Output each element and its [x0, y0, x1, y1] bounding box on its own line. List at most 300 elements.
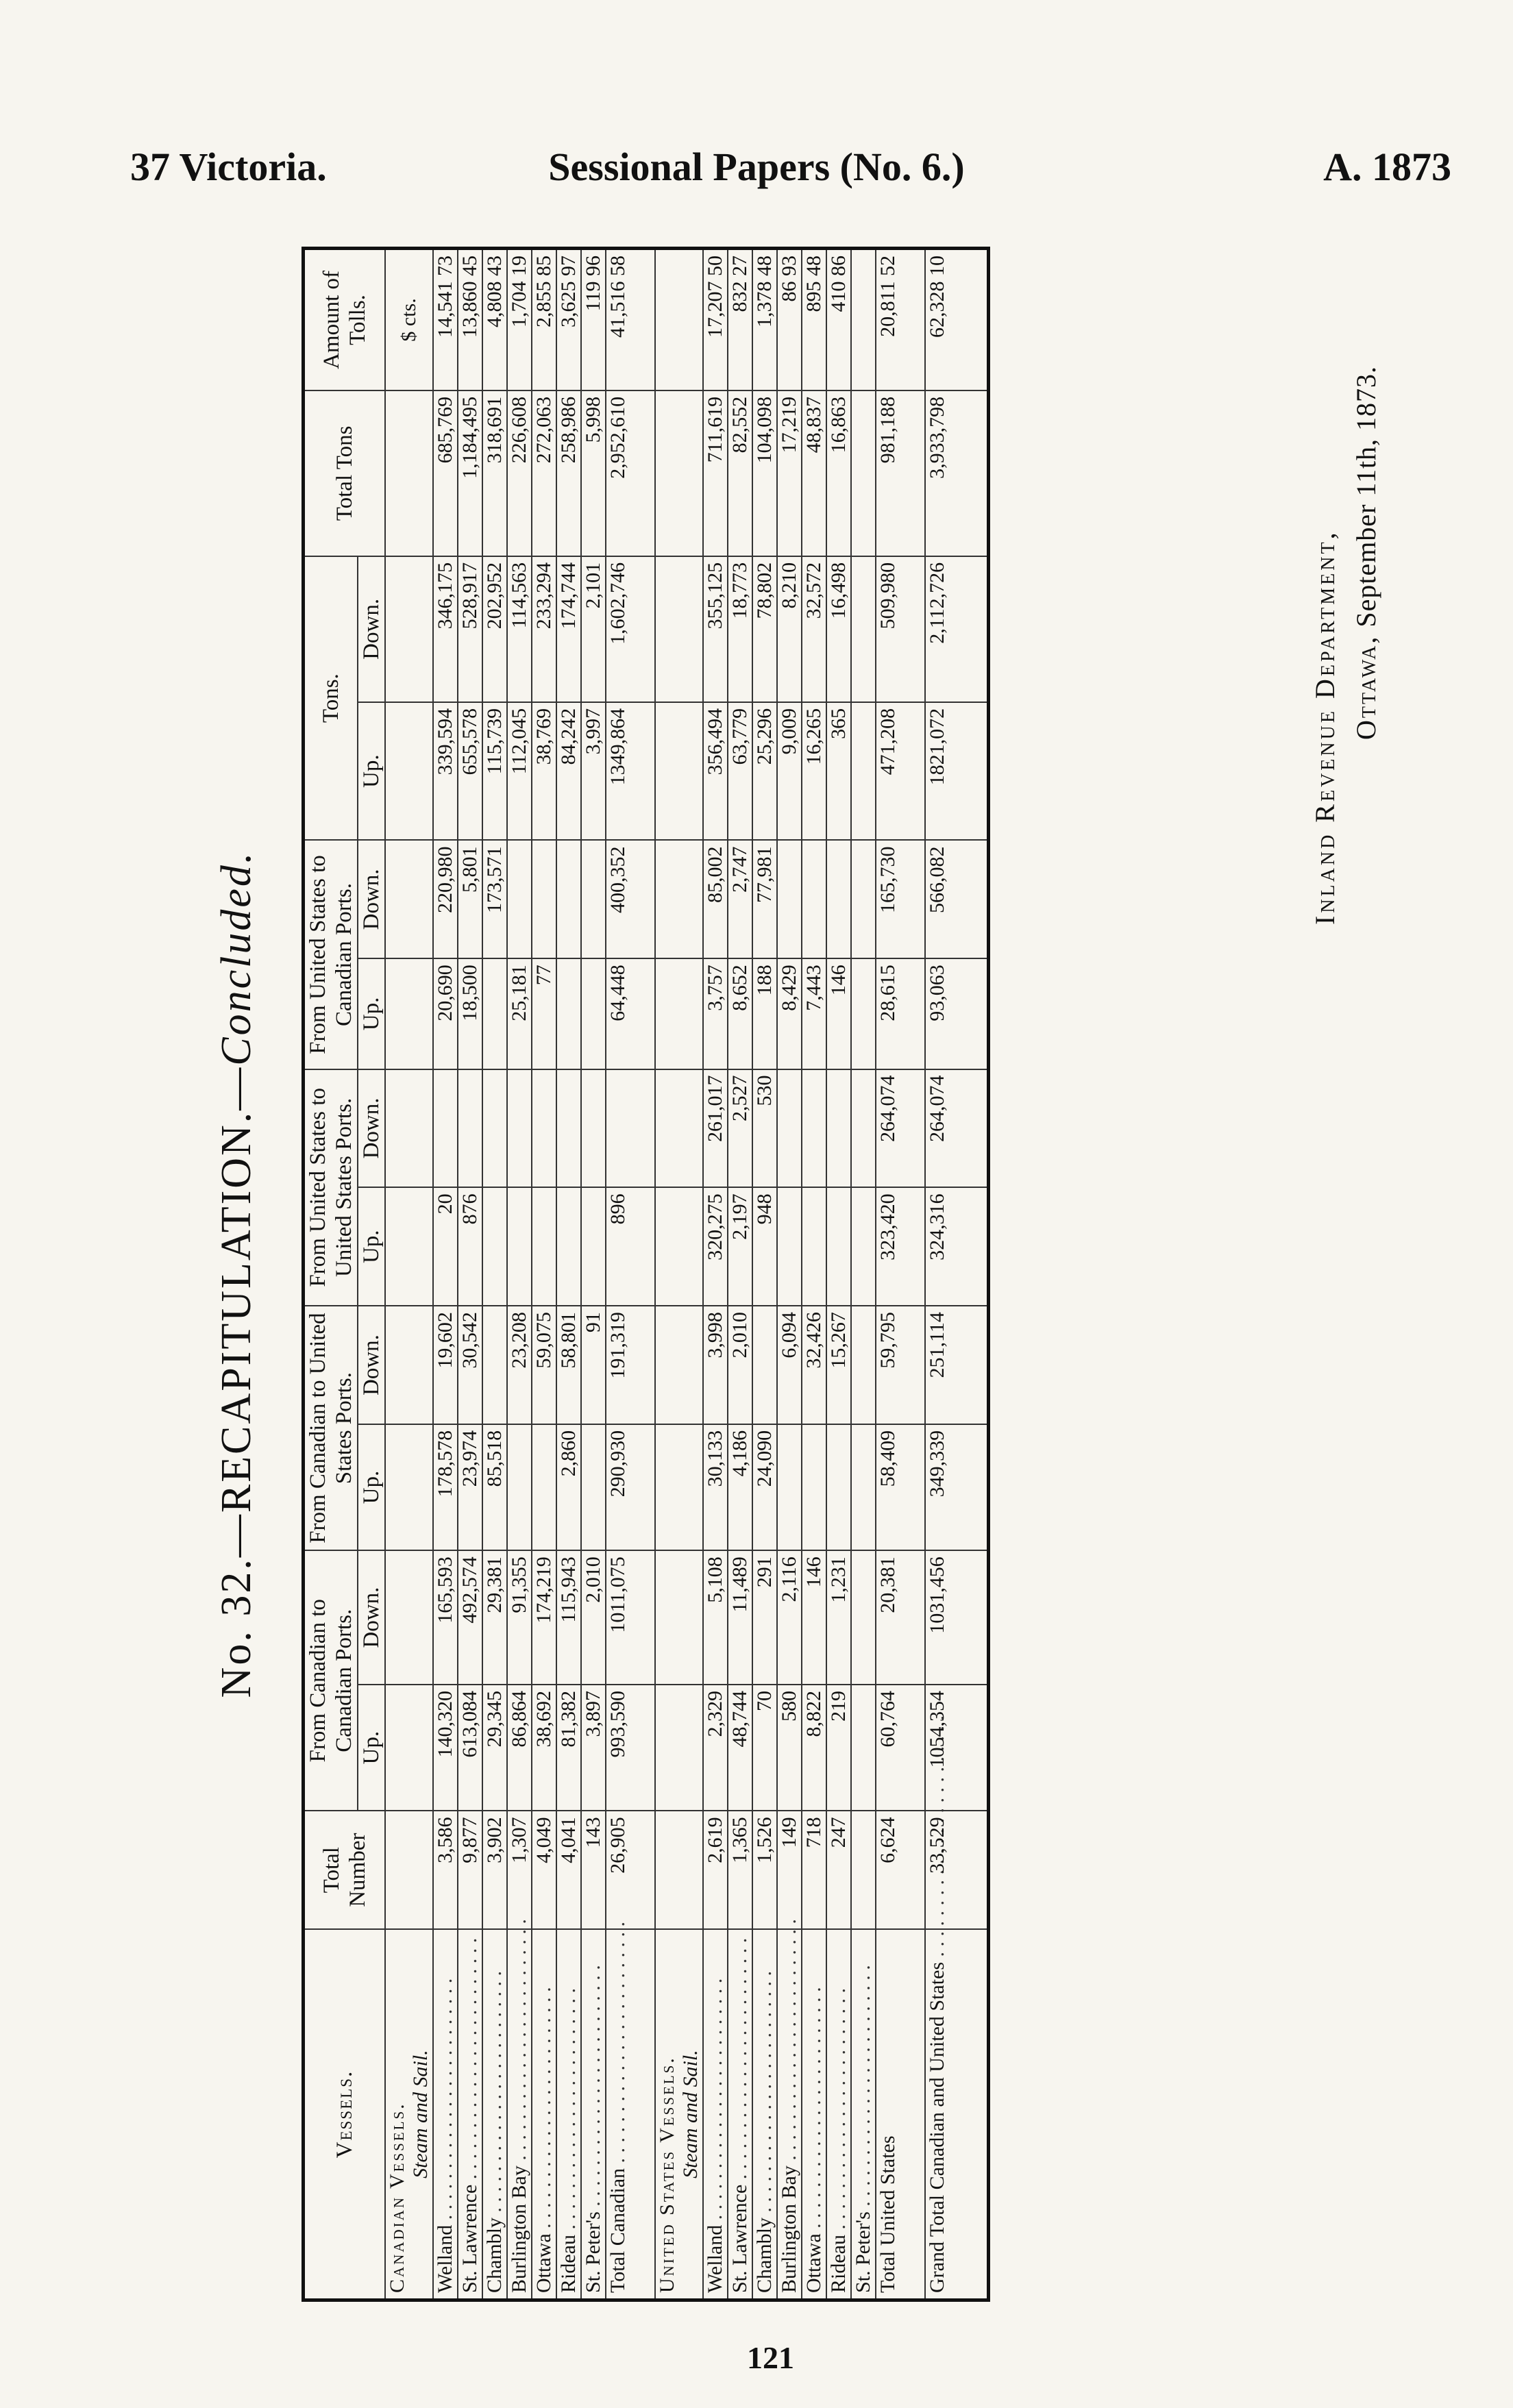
cell-uu-up — [802, 1187, 826, 1306]
cell-total-tons: 981,188 — [876, 390, 925, 556]
cell-uc-up — [581, 958, 606, 1069]
cell-uc-up: 93,063 — [925, 958, 988, 1069]
col-total-number: Total Number — [304, 1811, 386, 1929]
cell-uu-up: 2,197 — [728, 1187, 752, 1306]
cell-t-down: 114,563 — [507, 556, 532, 702]
cell-cu-down: 59,795 — [876, 1306, 925, 1424]
cell-cu-down: 23,208 — [507, 1306, 532, 1424]
cell-cc-down: 20,381 — [876, 1550, 925, 1685]
cell-t-down: 1,602,746 — [606, 556, 655, 702]
cell-total-tons: 226,608 — [507, 390, 532, 556]
canadian-heading-cell — [385, 1929, 433, 2300]
cell-total: 2,619 — [703, 1811, 728, 1929]
cell-uu-down — [581, 1069, 606, 1188]
cell-cc-down: 91,355 — [507, 1550, 532, 1685]
cell-t-down: 16,498 — [826, 556, 851, 702]
cell-cu-down: 3,998 — [703, 1306, 728, 1424]
cell-cu-up: 2,860 — [556, 1424, 581, 1550]
cell-cu-up — [581, 1424, 606, 1550]
cell-uc-down: 2,747 — [728, 841, 752, 959]
cell-cu-up: 349,339 — [925, 1424, 988, 1550]
vessel-name-cell — [532, 1929, 556, 2300]
vessel-name: Welland . . . — [704, 1978, 726, 2293]
vessel-name: St. Peter's . . . — [852, 1965, 874, 2293]
col-can-to-us: From Canadian to United States Ports. — [304, 1306, 358, 1550]
vessel-name: St. Peter's . . . — [582, 1965, 604, 2293]
cell-uu-down — [802, 1069, 826, 1188]
cell-cu-up: 23,974 — [458, 1424, 482, 1550]
cell-amount: 17,207 50 — [703, 249, 728, 390]
vessel-name: Burlington Bay . . . — [778, 1919, 800, 2293]
cell-uc-up: 64,448 — [606, 958, 655, 1069]
cell-cu-up — [777, 1424, 802, 1550]
col-us-to-can: From United States to Canadian Ports. — [304, 841, 358, 1069]
cell-total: 4,049 — [532, 1811, 556, 1929]
cell-uu-up: 324,316 — [925, 1187, 988, 1306]
cell-cc-up: 140,320 — [433, 1685, 458, 1811]
cell-t-down — [851, 556, 876, 702]
cell-uu-down: 261,017 — [703, 1069, 728, 1188]
cell-total: 149 — [777, 1811, 802, 1929]
cell-cc-down: 146 — [802, 1550, 826, 1685]
units-dollars-cents: $ cts. — [385, 249, 433, 390]
cell-t-down: 18,773 — [728, 556, 752, 702]
cell-uu-down: 264,074 — [925, 1069, 988, 1188]
cell-cu-up — [532, 1424, 556, 1550]
col-uu-down: Down. — [358, 1069, 385, 1188]
cell-uc-down: 5,801 — [458, 841, 482, 959]
cell-amount: 895 48 — [802, 249, 826, 390]
cell-uc-down: 165,730 — [876, 841, 925, 959]
cell-amount: 13,860 45 — [458, 249, 482, 390]
cell-total: 718 — [802, 1811, 826, 1929]
cell-uc-down: 566,082 — [925, 841, 988, 959]
cell-cc-up: 2,329 — [703, 1685, 728, 1811]
table-row — [752, 249, 777, 2300]
canadian-vessels-heading: Canadian Vessels. — [386, 2102, 408, 2293]
vessel-name: St. Lawrence . . . — [458, 1938, 481, 2293]
vessel-name-cell — [728, 1929, 752, 2300]
vessel-name-cell — [581, 1929, 606, 2300]
cell-cc-up: 38,692 — [532, 1685, 556, 1811]
cell-t-down: 8,210 — [777, 556, 802, 702]
cell-uc-up: 146 — [826, 958, 851, 1069]
cell-total-tons: 258,986 — [556, 390, 581, 556]
cell-t-up: 84,242 — [556, 702, 581, 841]
col-uu-up: Up. — [358, 1187, 385, 1306]
table-row — [556, 249, 581, 2300]
cell-amount: 1,704 19 — [507, 249, 532, 390]
total-canadian-row — [606, 249, 655, 2300]
cell-cc-up — [851, 1685, 876, 1811]
cell-cc-up: 580 — [777, 1685, 802, 1811]
cell-total — [851, 1811, 876, 1929]
vessel-name-cell — [482, 1929, 507, 2300]
vessel-name-cell — [802, 1929, 826, 2300]
cell-cc-down: 2,010 — [581, 1550, 606, 1685]
footer-city: Ottawa, — [1351, 634, 1381, 740]
table-row — [826, 249, 851, 2300]
cell-cu-down: 59,075 — [532, 1306, 556, 1424]
table-row — [777, 249, 802, 2300]
us-vessels-heading: United States Vessels. — [656, 2056, 678, 2293]
cell-total: 6,624 — [876, 1811, 925, 1929]
cell-uu-up — [556, 1187, 581, 1306]
vessel-name-cell — [826, 1929, 851, 2300]
cell-total-tons: 272,063 — [532, 390, 556, 556]
footer-date-line — [1350, 366, 1382, 740]
cell-total: 1,307 — [507, 1811, 532, 1929]
col-uc-down: Down. — [358, 841, 385, 959]
cell-t-up — [851, 702, 876, 841]
cell-total-tons: 48,837 — [802, 390, 826, 556]
table-row — [482, 249, 507, 2300]
cell-total-tons: 5,998 — [581, 390, 606, 556]
cell-cc-down: 1,231 — [826, 1550, 851, 1685]
cell-t-up: 655,578 — [458, 702, 482, 841]
header-year: A. 1873 — [1323, 145, 1451, 189]
vessel-name-cell — [606, 1929, 655, 2300]
cell-cc-down: 165,593 — [433, 1550, 458, 1685]
cell-uu-up: 876 — [458, 1187, 482, 1306]
cell-cc-up: 993,590 — [606, 1685, 655, 1811]
recapitulation-table — [302, 247, 990, 2302]
header-session: 37 Victoria. — [130, 145, 327, 189]
cell-total: 33,529 — [925, 1811, 988, 1929]
cell-t-down: 528,917 — [458, 556, 482, 702]
cell-cc-up: 219 — [826, 1685, 851, 1811]
cell-t-down: 509,980 — [876, 556, 925, 702]
table-row — [581, 249, 606, 2300]
cell-uc-down — [802, 841, 826, 959]
cell-amount: 41,516 58 — [606, 249, 655, 390]
cell-uc-up: 18,500 — [458, 958, 482, 1069]
table-row — [728, 249, 752, 2300]
cell-cc-up: 60,764 — [876, 1685, 925, 1811]
cell-uc-up: 77 — [532, 958, 556, 1069]
cell-cc-up: 8,822 — [802, 1685, 826, 1811]
cell-uc-down: 400,352 — [606, 841, 655, 959]
cell-amount: 62,328 10 — [925, 249, 988, 390]
cell-total-tons: 17,219 — [777, 390, 802, 556]
vessel-name: Welland . . . — [434, 1978, 456, 2293]
cell-cu-down: 32,426 — [802, 1306, 826, 1424]
vessel-name-cell — [458, 1929, 482, 2300]
vessel-name-cell — [556, 1929, 581, 2300]
cell-t-up: 115,739 — [482, 702, 507, 841]
table-row — [851, 249, 876, 2300]
cell-t-up: 16,265 — [802, 702, 826, 841]
cell-uc-up — [482, 958, 507, 1069]
cell-t-up: 112,045 — [507, 702, 532, 841]
cell-uu-up: 323,420 — [876, 1187, 925, 1306]
col-cu-up: Up. — [358, 1424, 385, 1550]
cell-total: 26,905 — [606, 1811, 655, 1929]
cell-total: 3,586 — [433, 1811, 458, 1929]
vessel-name-cell — [433, 1929, 458, 2300]
cell-amount: 410 86 — [826, 249, 851, 390]
cell-uu-up — [826, 1187, 851, 1306]
cell-t-down: 233,294 — [532, 556, 556, 702]
cell-cc-down: 174,219 — [532, 1550, 556, 1685]
vessel-name: Total Canadian . . . — [606, 1922, 629, 2293]
vessel-name: Ottawa . . . — [802, 1987, 825, 2293]
cell-cc-down: 11,489 — [728, 1550, 752, 1685]
cell-cc-up: 86,864 — [507, 1685, 532, 1811]
cell-cu-up: 290,930 — [606, 1424, 655, 1550]
col-tons-up: Up. — [358, 702, 385, 841]
cell-t-down: 2,101 — [581, 556, 606, 702]
cell-cu-down: 15,267 — [826, 1306, 851, 1424]
cell-cu-down: 251,114 — [925, 1306, 988, 1424]
page-number: 121 — [747, 2340, 794, 2375]
cell-cu-down: 91 — [581, 1306, 606, 1424]
cell-cu-down — [482, 1306, 507, 1424]
cell-total: 1,526 — [752, 1811, 777, 1929]
col-cu-down: Down. — [358, 1306, 385, 1424]
footer-date: September 11th, 1873. — [1351, 365, 1381, 628]
cell-uu-down: 2,527 — [728, 1069, 752, 1188]
cell-cc-down: 115,943 — [556, 1550, 581, 1685]
cell-amount: 4,808 43 — [482, 249, 507, 390]
cell-t-up: 38,769 — [532, 702, 556, 841]
cell-amount: 832 27 — [728, 249, 752, 390]
col-cc-down: Down. — [358, 1550, 385, 1685]
cell-total-tons: 3,933,798 — [925, 390, 988, 556]
vessel-name: Ottawa . . . — [532, 1987, 555, 2293]
cell-cu-up: 4,186 — [728, 1424, 752, 1550]
cell-cc-down: 29,381 — [482, 1550, 507, 1685]
cell-uc-up — [556, 958, 581, 1069]
cell-total: 3,902 — [482, 1811, 507, 1929]
cell-total-tons: 318,691 — [482, 390, 507, 556]
cell-uc-down — [777, 841, 802, 959]
col-cc-up: Up. — [358, 1685, 385, 1811]
cell-cc-down: 1011,075 — [606, 1550, 655, 1685]
table-row — [433, 249, 458, 2300]
cell-uu-down — [851, 1069, 876, 1188]
vessel-name-cell — [777, 1929, 802, 2300]
cell-cc-down: 5,108 — [703, 1550, 728, 1685]
cell-t-down: 32,572 — [802, 556, 826, 702]
cell-uc-up: 3,757 — [703, 958, 728, 1069]
vessel-name: Burlington Bay . . . — [508, 1919, 530, 2293]
cell-cu-up: 30,133 — [703, 1424, 728, 1550]
cell-cu-up: 58,409 — [876, 1424, 925, 1550]
us-heading-cell — [655, 1929, 703, 2300]
col-amount-tolls: Amount of Tolls. — [304, 249, 386, 390]
cell-amount: 86 93 — [777, 249, 802, 390]
table-title-concluded: Concluded. — [213, 850, 260, 1066]
cell-cu-down — [752, 1306, 777, 1424]
cell-t-up: 1349,864 — [606, 702, 655, 841]
cell-t-down: 355,125 — [703, 556, 728, 702]
cell-t-down: 2,112,726 — [925, 556, 988, 702]
cell-amount: 2,855 85 — [532, 249, 556, 390]
vessel-name-cell — [507, 1929, 532, 2300]
cell-cu-down: 19,602 — [433, 1306, 458, 1424]
cell-uc-down — [507, 841, 532, 959]
cell-cu-down: 191,319 — [606, 1306, 655, 1424]
cell-cu-up: 85,518 — [482, 1424, 507, 1550]
cell-uu-down — [777, 1069, 802, 1188]
vessel-name: Rideau . . . — [557, 1988, 580, 2293]
footer-department: Inland Revenue Department, — [1309, 530, 1340, 925]
cell-uc-down: 85,002 — [703, 841, 728, 959]
cell-uu-up: 320,275 — [703, 1187, 728, 1306]
cell-uu-up — [581, 1187, 606, 1306]
cell-uu-down — [507, 1069, 532, 1188]
cell-uc-down — [851, 841, 876, 959]
cell-t-down: 202,952 — [482, 556, 507, 702]
cell-uc-down — [556, 841, 581, 959]
cell-total-tons: 685,769 — [433, 390, 458, 556]
table-row — [802, 249, 826, 2300]
cell-uc-down: 77,981 — [752, 841, 777, 959]
table-body — [385, 249, 988, 2300]
cell-total-tons — [851, 390, 876, 556]
cell-t-up: 356,494 — [703, 702, 728, 841]
header-title: Sessional Papers (No. 6.) — [548, 145, 965, 189]
us-steam-sail: Steam and Sail. — [679, 2050, 702, 2179]
rotated-table-region — [212, 247, 1446, 2302]
cell-uc-up: 188 — [752, 958, 777, 1069]
grand-total-row — [925, 249, 988, 2300]
cell-cc-up: 1054,354 — [925, 1685, 988, 1811]
vessel-name: Chambly . . . — [753, 1971, 776, 2293]
cell-amount: 1,378 48 — [752, 249, 777, 390]
vessel-name: St. Lawrence . . . — [728, 1938, 751, 2293]
cell-cc-down: 1031,456 — [925, 1550, 988, 1685]
cell-uu-up: 948 — [752, 1187, 777, 1306]
cell-cu-down: 58,801 — [556, 1306, 581, 1424]
cell-amount — [851, 249, 876, 390]
cell-t-up: 365 — [826, 702, 851, 841]
col-total-tons: Total Tons — [304, 390, 386, 556]
cell-uu-down: 530 — [752, 1069, 777, 1188]
cell-uc-down: 173,571 — [482, 841, 507, 959]
cell-t-up: 1821,072 — [925, 702, 988, 841]
cell-uu-up — [532, 1187, 556, 1306]
cell-t-up: 25,296 — [752, 702, 777, 841]
cell-total: 143 — [581, 1811, 606, 1929]
cell-total-tons: 104,098 — [752, 390, 777, 556]
cell-cc-up: 48,744 — [728, 1685, 752, 1811]
cell-cc-down: 2,116 — [777, 1550, 802, 1685]
cell-amount: 3,625 97 — [556, 249, 581, 390]
cell-cc-up: 613,084 — [458, 1685, 482, 1811]
cell-cc-up: 70 — [752, 1685, 777, 1811]
cell-cu-down — [851, 1306, 876, 1424]
cell-total: 247 — [826, 1811, 851, 1929]
vessel-name-cell — [851, 1929, 876, 2300]
cell-cu-up: 178,578 — [433, 1424, 458, 1550]
cell-amount: 20,811 52 — [876, 249, 925, 390]
cell-total-tons: 82,552 — [728, 390, 752, 556]
canadian-steam-sail: Steam and Sail. — [409, 2050, 432, 2179]
cell-cu-up — [802, 1424, 826, 1550]
cell-uc-up: 20,690 — [433, 958, 458, 1069]
cell-cc-down: 291 — [752, 1550, 777, 1685]
cell-total: 1,365 — [728, 1811, 752, 1929]
vessel-name-cell — [925, 1929, 988, 2300]
cell-cu-up — [851, 1424, 876, 1550]
cell-uu-down — [556, 1069, 581, 1188]
cell-uc-up: 8,652 — [728, 958, 752, 1069]
cell-uu-down — [433, 1069, 458, 1188]
cell-cc-up: 3,897 — [581, 1685, 606, 1811]
cell-cu-up — [826, 1424, 851, 1550]
col-tons: Tons. — [304, 556, 358, 841]
cell-total-tons: 2,952,610 — [606, 390, 655, 556]
cell-uu-up — [507, 1187, 532, 1306]
cell-uu-up — [482, 1187, 507, 1306]
vessel-name-cell — [876, 1929, 925, 2300]
cell-cc-up: 81,382 — [556, 1685, 581, 1811]
cell-uc-up — [851, 958, 876, 1069]
cell-uc-down — [581, 841, 606, 959]
cell-cc-down: 492,574 — [458, 1550, 482, 1685]
col-us-to-us: From United States to United States Ports. — [304, 1069, 358, 1306]
cell-uu-down — [458, 1069, 482, 1188]
cell-amount: 119 96 — [581, 249, 606, 390]
total-us-row — [876, 249, 925, 2300]
cell-t-up: 63,779 — [728, 702, 752, 841]
cell-uu-up: 896 — [606, 1187, 655, 1306]
cell-t-down: 174,744 — [556, 556, 581, 702]
cell-uu-up — [777, 1187, 802, 1306]
table-title — [212, 247, 261, 2302]
cell-uu-down: 264,074 — [876, 1069, 925, 1188]
cell-uu-down — [482, 1069, 507, 1188]
table-row — [458, 249, 482, 2300]
cell-t-up: 9,009 — [777, 702, 802, 841]
cell-uc-up: 28,615 — [876, 958, 925, 1069]
cell-uc-down — [826, 841, 851, 959]
cell-total-tons: 1,184,495 — [458, 390, 482, 556]
vessel-name-cell — [752, 1929, 777, 2300]
cell-uc-up: 8,429 — [777, 958, 802, 1069]
cell-uu-down — [606, 1069, 655, 1188]
cell-uu-up: 20 — [433, 1187, 458, 1306]
cell-uu-down — [532, 1069, 556, 1188]
col-tons-down: Down. — [358, 556, 385, 702]
vessel-name: Rideau . . . — [827, 1988, 850, 2293]
col-vessels: Vessels. — [304, 1929, 386, 2300]
col-can-to-can: From Canadian to Canadian Ports. — [304, 1550, 358, 1811]
table-row — [507, 249, 532, 2300]
table-row — [532, 249, 556, 2300]
cell-cu-up — [507, 1424, 532, 1550]
cell-uu-up — [851, 1187, 876, 1306]
cell-total: 4,041 — [556, 1811, 581, 1929]
cell-uc-up: 25,181 — [507, 958, 532, 1069]
cell-cu-down: 30,542 — [458, 1306, 482, 1424]
cell-uc-down: 220,980 — [433, 841, 458, 959]
cell-cu-up: 24,090 — [752, 1424, 777, 1550]
cell-uc-down — [532, 841, 556, 959]
cell-total-tons: 16,863 — [826, 390, 851, 556]
vessel-name: Total United States — [876, 2135, 899, 2293]
vessel-name: Grand Total Canadian and United States . . . — [926, 1715, 948, 2293]
cell-cu-down: 2,010 — [728, 1306, 752, 1424]
cell-cc-up: 29,345 — [482, 1685, 507, 1811]
cell-uc-up: 7,443 — [802, 958, 826, 1069]
cell-amount: 14,541 73 — [433, 249, 458, 390]
cell-cc-down — [851, 1550, 876, 1685]
cell-t-down: 78,802 — [752, 556, 777, 702]
cell-cu-down: 6,094 — [777, 1306, 802, 1424]
